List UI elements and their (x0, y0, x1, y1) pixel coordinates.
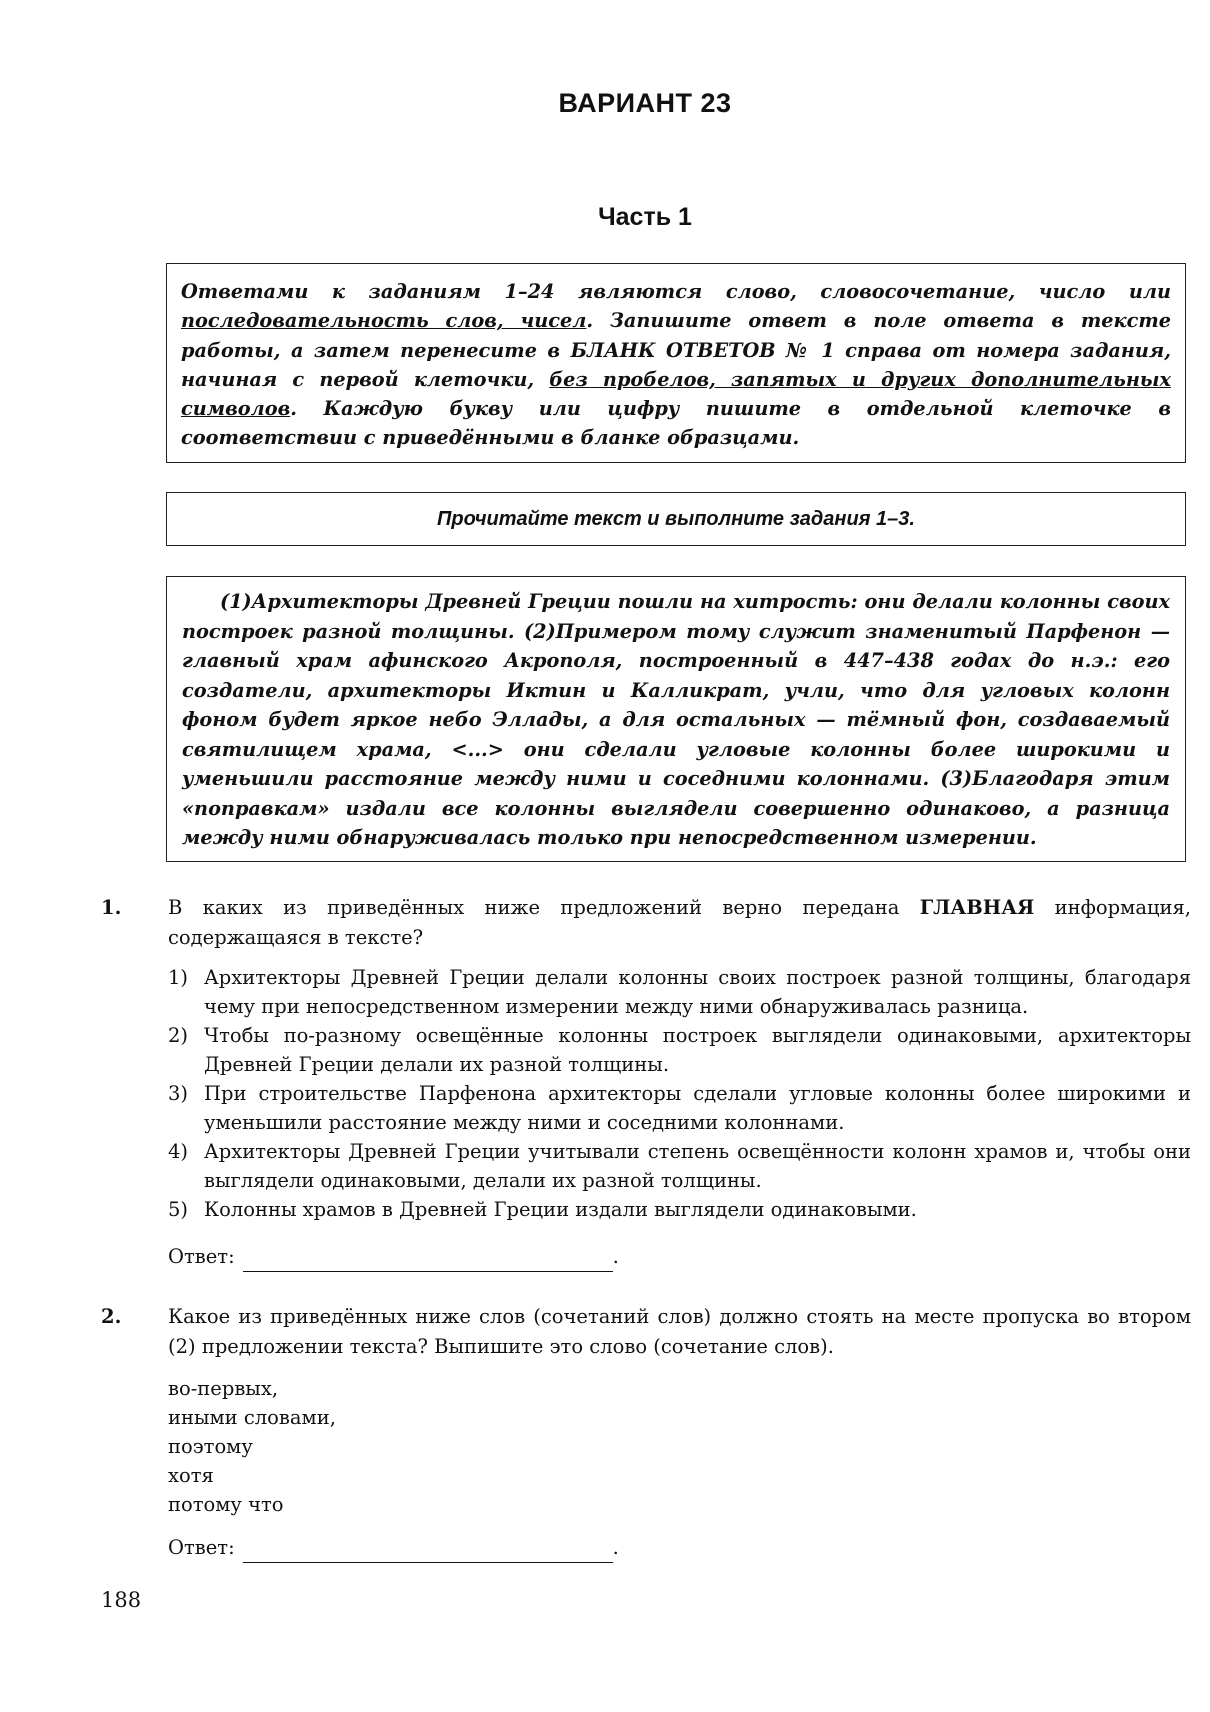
variant-title: ВАРИАНТ 23 (558, 88, 732, 118)
question-text: В каких из приведённых ниже предложений верно передана (168, 896, 920, 919)
instructions-text-1: Ответами к заданиям 1–24 являются слово, словосочетание, число или (181, 280, 1171, 303)
answer-end: . (612, 1245, 619, 1268)
option-number: 5) (168, 1198, 189, 1221)
read-prompt: Прочитайте текст и выполните задания 1–3. (437, 507, 915, 530)
answer-field[interactable] (243, 1540, 613, 1563)
part-title: Часть 1 (598, 203, 692, 231)
word-item: потому что (168, 1493, 284, 1516)
option-text: Архитекторы Древней Греции учитывали степень освещённости колонн храмов и, чтобы они выглядели одинаковыми, делали их разной толщины. (204, 1140, 1191, 1192)
words-list (168, 1374, 1191, 1519)
option-text: Колонны храмов в Древней Греции издали выглядели одинаковыми. (204, 1198, 917, 1221)
task-question (168, 893, 1191, 953)
reading-text-box (166, 576, 1186, 862)
option-text: При строительстве Парфенона архитекторы сделали угловые колонны более широкими и уменьшили расстояние между ними и соседними колоннами. (204, 1082, 1191, 1134)
option-item (168, 1195, 1191, 1224)
option-text: Чтобы по-разному освещённые колонны построек выглядели одинаковыми, архитекторы Древней Греции делали их разной толщины. (204, 1024, 1191, 1076)
question-text-end: информация, содержащаяся в тексте? (168, 896, 1191, 949)
word-item: хотя (168, 1464, 214, 1487)
task-2 (101, 1302, 1191, 1563)
task-number: 1. (101, 896, 122, 919)
instructions-underline-1: последовательность слов, чисел (181, 309, 587, 333)
option-text: Архитекторы Древней Греции делали колонны своих построек разной толщины, благодаря чему при непосредственном измерении между ними обнаруживалась разница. (204, 966, 1191, 1018)
instructions-underline-2: без пробелов, запятых и других дополнительных символов (181, 367, 1171, 421)
word-item: иными словами, (168, 1406, 336, 1429)
question-emphasis: ГЛАВНАЯ (919, 896, 1035, 919)
option-number: 2) (168, 1024, 189, 1047)
instructions-box (166, 263, 1186, 463)
read-prompt-box (166, 492, 1186, 546)
answer-field[interactable] (243, 1249, 613, 1272)
option-item (168, 1079, 1191, 1137)
word-item: во-первых, (168, 1377, 279, 1400)
option-number: 1) (168, 966, 189, 989)
answer-line (168, 1533, 1191, 1563)
reading-text: (1)Архитекторы Древней Греции пошли на хитрость: они делали колонны своих построек разной толщины. (2)Примером тому служит знаменитый Парфенон — главный храм афинского Акрополя, построенный в 447–438 годах до н.э.: его создатели, архитекторы Иктин и Калликрат, учли, что для угловых колонн фоном будет яркое небо Эллады, а для остальных — тёмный фон, создаваемый святилищем храма, <...> они сделали угловые колонны более широкими и уменьшили расстояние между ними и соседними колоннами. (3)Благодаря этим «поправкам» издали все колонны выглядели совершенно одинаково, а разница между ними обнаруживалась только при непосредственном измерении. (182, 590, 1170, 849)
task-question: Какое из приведённых ниже слов (сочетаний слов) должно стоять на месте пропуска во втором (2) предложении текста? Выпишите это слово (сочетание слов). (168, 1305, 1191, 1358)
word-item: поэтому (168, 1435, 253, 1458)
option-number: 3) (168, 1082, 189, 1105)
task-number: 2. (101, 1305, 122, 1328)
instructions-text-2: . Запишите ответ в поле ответа в тексте работы, а затем перенесите в БЛАНК ОТВЕТОВ № 1 справа от номера задания, начиная с первой клеточки, (181, 309, 1171, 391)
option-item (168, 1021, 1191, 1079)
option-number: 4) (168, 1140, 189, 1163)
option-item (168, 963, 1191, 1021)
answer-label: Ответ: (168, 1245, 235, 1268)
options-list (168, 963, 1191, 1224)
answer-label: Ответ: (168, 1536, 235, 1559)
instructions-text-3: . Каждую букву или цифру пишите в отдельной клеточке в соответствии с приведёнными в бланке образцами. (181, 397, 1171, 450)
answer-end: . (612, 1536, 619, 1559)
task-1 (101, 893, 1191, 1272)
answer-line (168, 1242, 1191, 1272)
option-item (168, 1137, 1191, 1195)
page-number: 188 (101, 1588, 142, 1612)
